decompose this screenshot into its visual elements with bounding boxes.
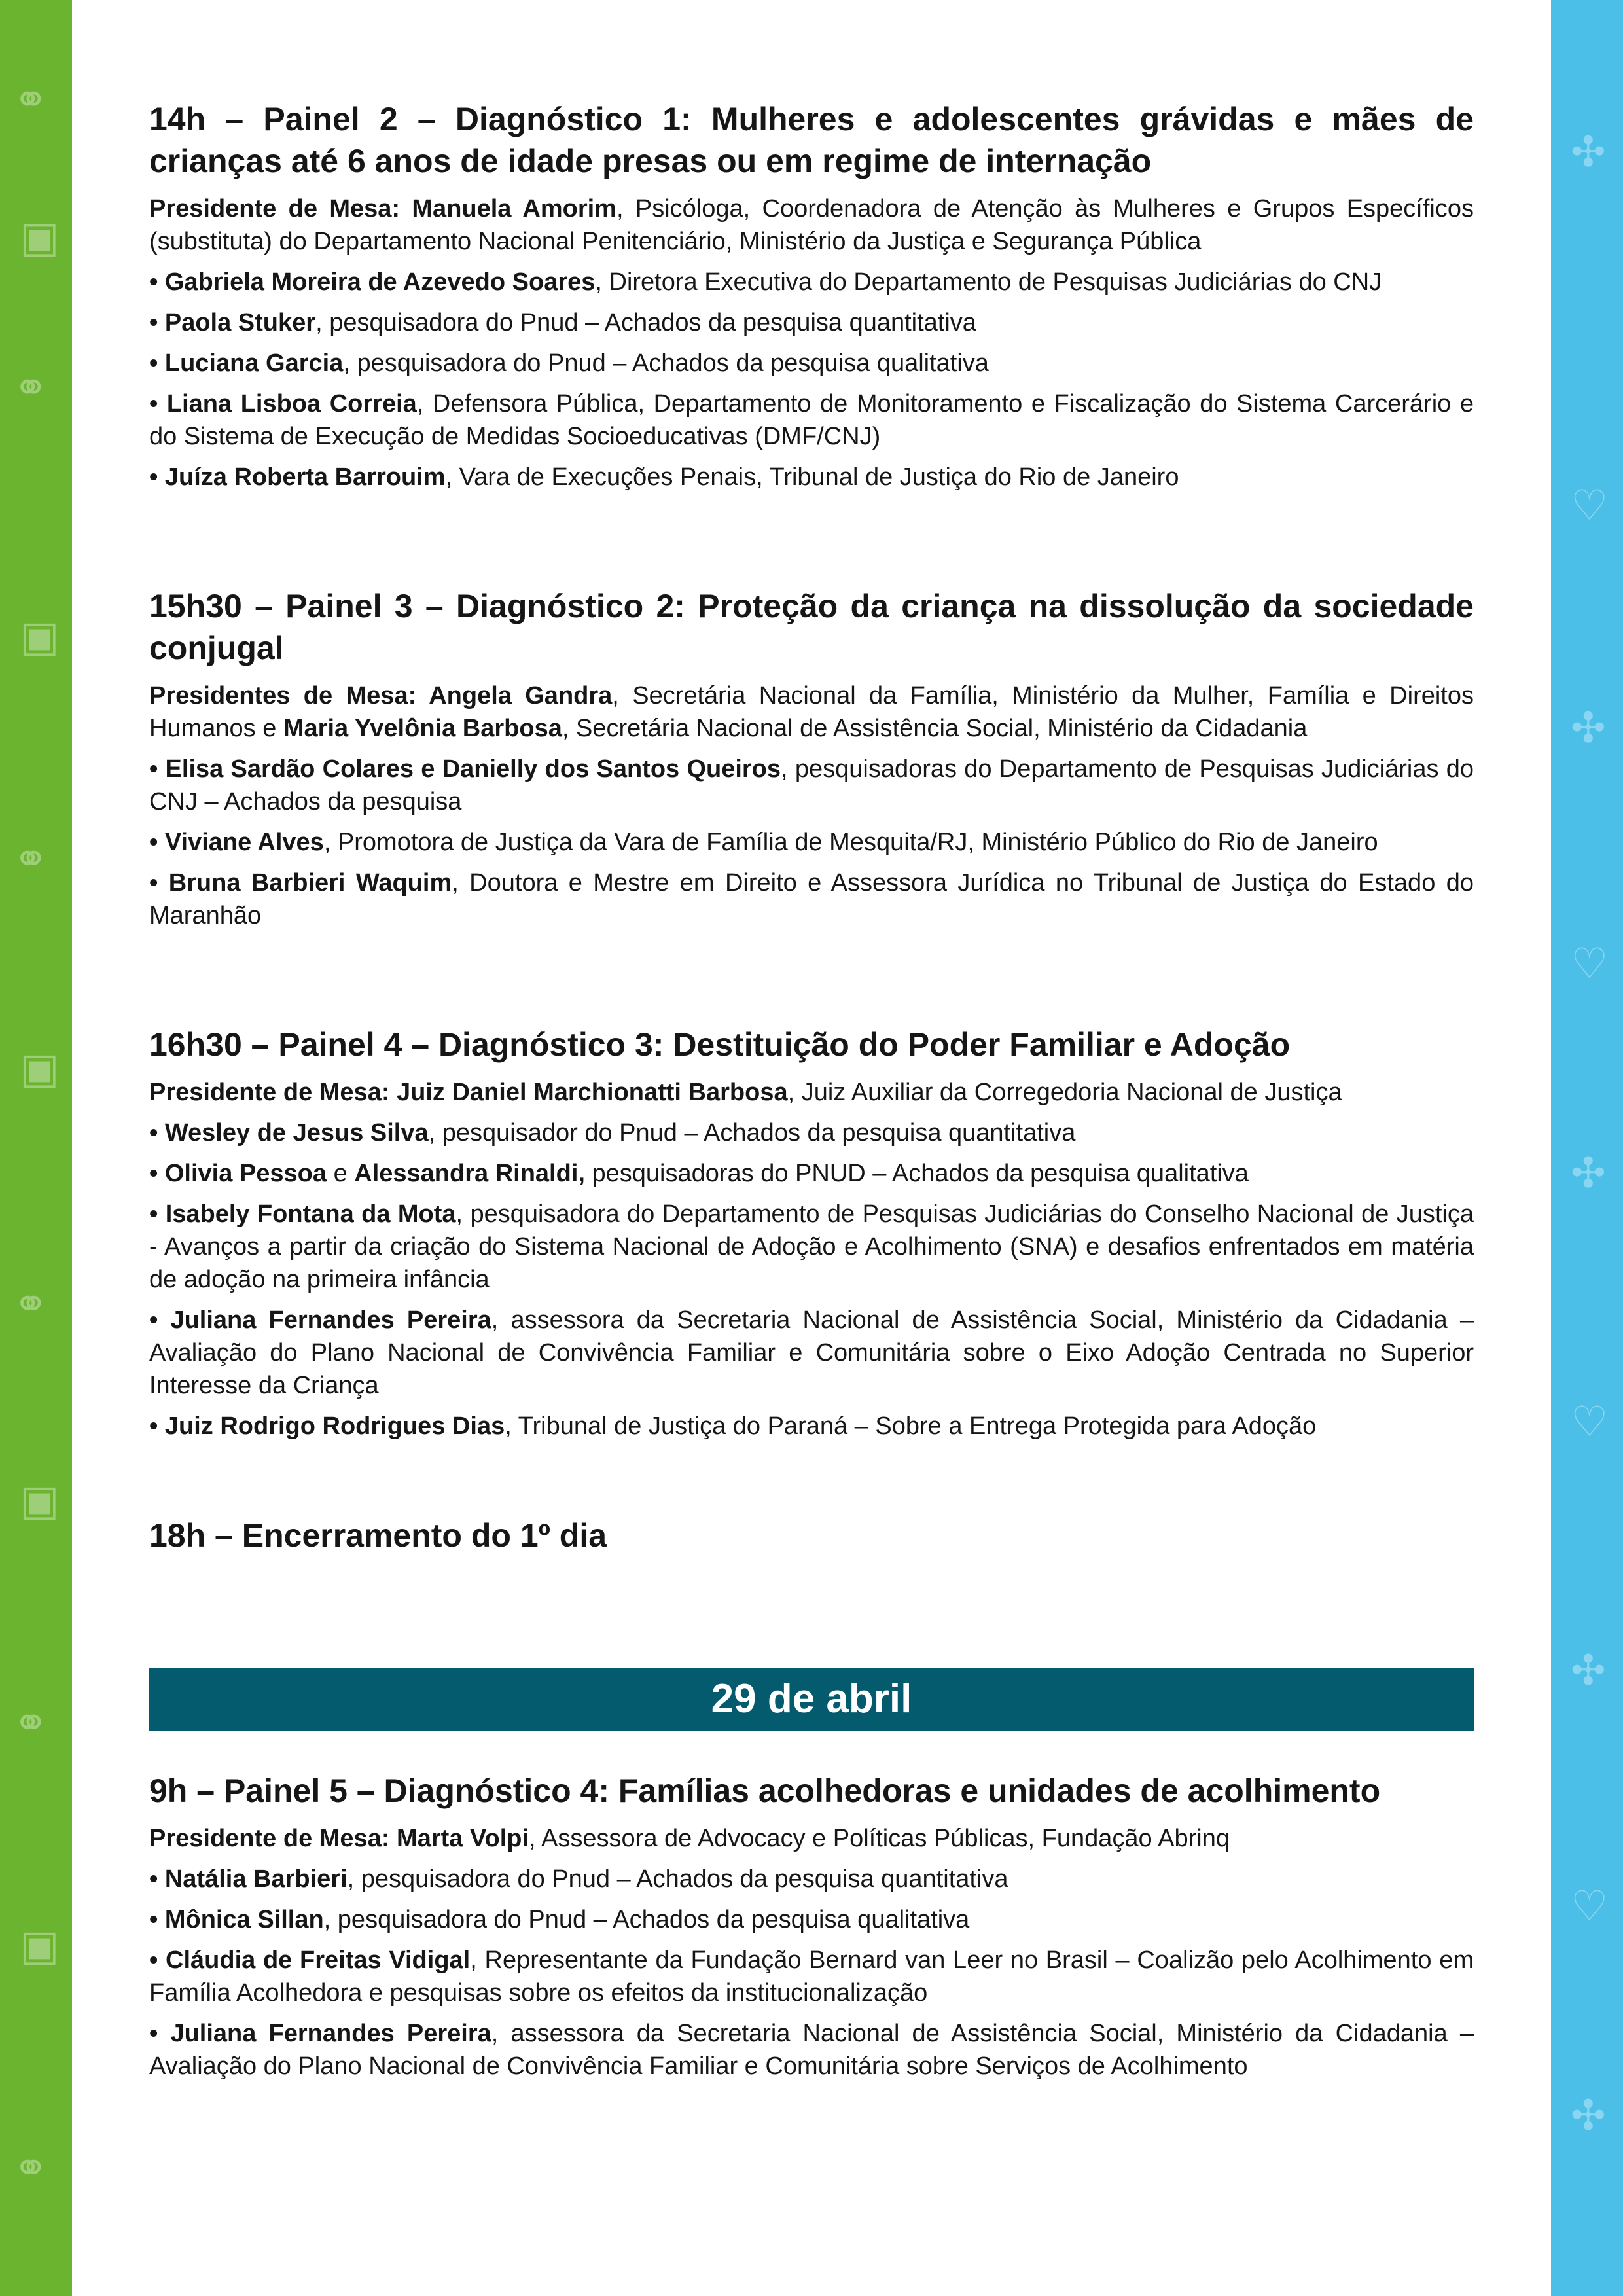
speaker-item xyxy=(149,753,1474,818)
panel-chair xyxy=(149,1822,1474,1855)
speaker-item xyxy=(149,387,1474,453)
speaker-role: , Juiz Auxiliar da Corregedoria Nacional de Justiça xyxy=(787,1079,1342,1106)
speaker-role: pesquisadoras do PNUD – Achados da pesquisa qualitativa xyxy=(584,1160,1249,1187)
speaker-item xyxy=(149,306,1474,339)
panel-2-section xyxy=(149,98,1474,493)
speaker-name: Presidente de Mesa: Manuela Amorim xyxy=(149,195,616,223)
speaker-role: , pesquisadora do Pnud – Achados da pesquisa quantitativa xyxy=(347,1865,1008,1893)
speaker-name: • Juliana Fernandes Pereira xyxy=(149,1306,491,1334)
alphabet-block-icon: ▣ xyxy=(20,213,60,260)
speaker-role: , pesquisadora do Pnud – Achados da pesquisa quantitativa xyxy=(315,309,976,336)
speaker-item xyxy=(149,1944,1474,2009)
speaker-item xyxy=(149,1863,1474,1895)
speaker-item xyxy=(149,1903,1474,1936)
speaker-item xyxy=(149,1157,1474,1190)
section-heading: 14h – Painel 2 – Diagnóstico 1: Mulheres e adolescentes grávidas e mães de crianças até 6 anos de idade presas ou em regime de internação xyxy=(149,101,1474,179)
speaker-role: , pesquisadora do Pnud – Achados da pesquisa qualitativa xyxy=(323,1906,970,1933)
speaker-name: Presidente de Mesa: Juiz Daniel Marchionatti Barbosa xyxy=(149,1079,788,1106)
panel-chair xyxy=(149,679,1474,745)
speaker-role: , assessora da Secretaria Nacional de Assistência Social, Ministério da Cidadania – Avaliação do Plano Nacional de Convivência Familiar e Comunitária sobre Serviços de Acolhimento xyxy=(149,2020,1474,2080)
right-decorative-bar xyxy=(1551,0,1623,2296)
panel-chair xyxy=(149,192,1474,258)
speaker-item xyxy=(149,2017,1474,2083)
left-decorative-bar xyxy=(0,0,72,2296)
speaker-name: Alessandra Rinaldi, xyxy=(354,1160,585,1187)
speaker-name: • Cláudia de Freitas Vidigal xyxy=(149,1946,471,1974)
speaker-role: , Representante da Fundação Bernard van Leer no Brasil – Coalizão pelo Acolhimento em Família Acolhedora e pesquisas sobre os efeitos da institucionalização xyxy=(149,1946,1474,2007)
toy-icon: ✣ xyxy=(1571,704,1606,751)
speaker-name: Presidentes de Mesa: Angela Gandra xyxy=(149,682,613,709)
speaker-item xyxy=(149,266,1474,298)
alphabet-block-icon: ▣ xyxy=(20,613,60,660)
panel-chair xyxy=(149,1076,1474,1109)
alphabet-block-icon: ▣ xyxy=(20,1477,60,1524)
program-content xyxy=(149,98,1474,2174)
speaker-item xyxy=(149,1304,1474,1402)
toy-icon: ✣ xyxy=(1571,2092,1606,2139)
alphabet-block-icon: ▣ xyxy=(20,1045,60,1092)
panel-4-section xyxy=(149,1024,1474,1443)
panel-3-section xyxy=(149,585,1474,932)
speaker-item xyxy=(149,1117,1474,1149)
rattle-icon: ⚭ xyxy=(13,2144,48,2191)
panel-5-section xyxy=(149,1770,1474,2083)
speaker-item xyxy=(149,1198,1474,1296)
speaker-name: Presidente de Mesa: Marta Volpi xyxy=(149,1825,529,1852)
speaker-name: • Bruna Barbieri Waquim xyxy=(149,869,452,897)
speaker-role: , Psicóloga, Coordenadora de Atenção às Mulheres e Grupos Específicos (substituta) do Departamento Nacional Penitenciário, Ministério da Justiça e Segurança Pública xyxy=(149,195,1474,255)
toy-icon: ✣ xyxy=(1571,128,1606,175)
heart-icon: ♡ xyxy=(1571,1398,1609,1445)
heart-icon: ♡ xyxy=(1571,1882,1609,1929)
rattle-icon: ⚭ xyxy=(13,76,48,123)
speaker-name: • Wesley de Jesus Silva xyxy=(149,1119,429,1147)
rattle-icon: ⚭ xyxy=(13,364,48,411)
heart-icon: ♡ xyxy=(1571,482,1609,529)
speaker-item xyxy=(149,826,1474,859)
speaker-name: • Natália Barbieri xyxy=(149,1865,348,1893)
speaker-role: , assessora da Secretaria Nacional de Assistência Social, Ministério da Cidadania – Avaliação do Plano Nacional de Convivência Familiar e Comunitária sobre o Eixo Adoção Centrada no Superior Interesse da Criança xyxy=(149,1306,1474,1399)
speaker-name: • Juiz Rodrigo Rodrigues Dias xyxy=(149,1412,505,1440)
speaker-name: Maria Yvelônia Barbosa xyxy=(283,715,562,742)
rattle-icon: ⚭ xyxy=(13,1699,48,1746)
speaker-item xyxy=(149,461,1474,493)
speaker-name: • Mônica Sillan xyxy=(149,1906,324,1933)
speaker-role: , Secretária Nacional de Assistência Social, Ministério da Cidadania xyxy=(562,715,1308,742)
speaker-role: , Assessora de Advocacy e Políticas Públicas, Fundação Abrinq xyxy=(529,1825,1230,1852)
rattle-icon: ⚭ xyxy=(13,835,48,882)
speaker-role: , Tribunal de Justiça do Paraná – Sobre a Entrega Protegida para Adoção xyxy=(505,1412,1317,1440)
section-heading: 15h30 – Painel 3 – Diagnóstico 2: Proteção da criança na dissolução da sociedade conjugal xyxy=(149,588,1474,666)
speaker-role: e xyxy=(327,1160,355,1187)
speaker-name: • Isabely Fontana da Mota xyxy=(149,1200,456,1228)
speaker-role: , Doutora e Mestre em Direito e Assessora Jurídica no Tribunal de Justiça do Estado do Maranhão xyxy=(149,869,1474,929)
speaker-role: , pesquisadora do Departamento de Pesquisas Judiciárias do Conselho Nacional de Justiça - Avanços a partir da criação do Sistema Nacional de Adoção e Acolhimento (SNA) e desafios enfrentados em matéria de adoção na primeira infância xyxy=(149,1200,1474,1293)
day-closing: 18h – Encerramento do 1º dia xyxy=(149,1517,607,1554)
speaker-name: • Juliana Fernandes Pereira xyxy=(149,2020,491,2047)
date-banner: 29 de abril xyxy=(149,1668,1474,1731)
speaker-name: • Elisa Sardão Colares e Danielly dos Santos Queiros xyxy=(149,755,781,783)
alphabet-block-icon: ▣ xyxy=(20,1922,60,1969)
speaker-name: • Paola Stuker xyxy=(149,309,316,336)
section-heading: 16h30 – Painel 4 – Diagnóstico 3: Destituição do Poder Familiar e Adoção xyxy=(149,1026,1291,1063)
speaker-item xyxy=(149,347,1474,380)
rattle-icon: ⚭ xyxy=(13,1280,48,1327)
speaker-role: , Secretária Nacional da Família, Ministério da Mulher, Família e Direitos Humanos e xyxy=(149,682,1474,742)
speaker-role: , Defensora Pública, Departamento de Monitoramento e Fiscalização do Sistema Carcerário e do Sistema de Execução de Medidas Socioeducativas (DMF/CNJ) xyxy=(149,390,1474,450)
toy-icon: ✣ xyxy=(1571,1149,1606,1196)
section-heading: 9h – Painel 5 – Diagnóstico 4: Famílias acolhedoras e unidades de acolhimento xyxy=(149,1772,1381,1809)
speaker-role: , pesquisador do Pnud – Achados da pesquisa quantitativa xyxy=(428,1119,1076,1147)
toy-icon: ✣ xyxy=(1571,1647,1606,1694)
speaker-name: • Viviane Alves xyxy=(149,829,324,856)
speaker-item xyxy=(149,867,1474,932)
speaker-role: , pesquisadoras do Departamento de Pesquisas Judiciárias do CNJ – Achados da pesquisa xyxy=(149,755,1474,816)
heart-icon: ♡ xyxy=(1571,940,1609,987)
speaker-name: • Olivia Pessoa xyxy=(149,1160,327,1187)
speaker-role: , Promotora de Justiça da Vara de Família de Mesquita/RJ, Ministério Público do Rio de Janeiro xyxy=(323,829,1378,856)
speaker-name: • Juíza Roberta Barrouim xyxy=(149,463,446,491)
speaker-name: • Liana Lisboa Correia xyxy=(149,390,417,418)
speaker-name: • Luciana Garcia xyxy=(149,350,344,377)
speaker-role: , pesquisadora do Pnud – Achados da pesquisa qualitativa xyxy=(343,350,989,377)
speaker-role: , Diretora Executiva do Departamento de Pesquisas Judiciárias do CNJ xyxy=(595,268,1382,296)
speaker-role: , Vara de Execuções Penais, Tribunal de Justiça do Rio de Janeiro xyxy=(445,463,1179,491)
speaker-name: • Gabriela Moreira de Azevedo Soares xyxy=(149,268,596,296)
speaker-item xyxy=(149,1410,1474,1443)
